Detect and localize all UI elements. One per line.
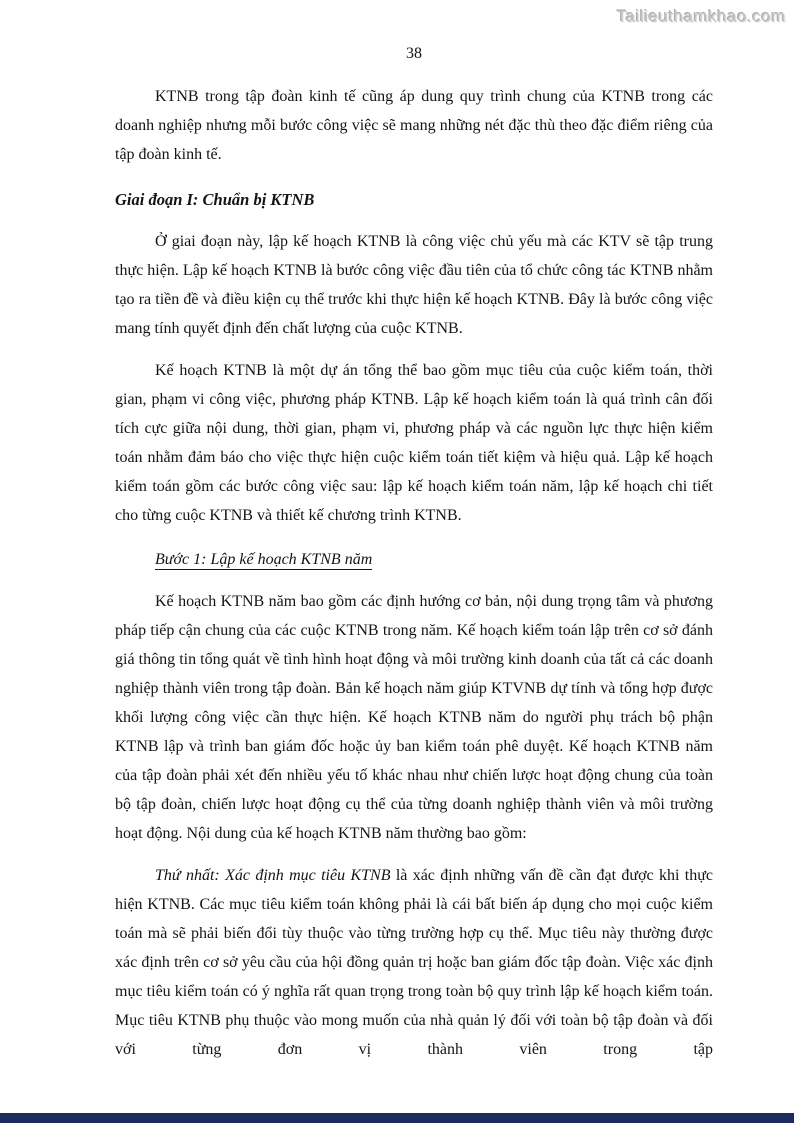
paragraph-plan-definition: Kế hoạch KTNB là một dự án tổng thể bao gồm mục tiêu của cuộc kiểm toán, thời gian, phạm vi công việc, phương pháp KTNB. Lập kế hoạch kiểm toán là quá trình cân đối tích cực giữa nội dung, thời gian, phạm vi, phương pháp và các nguồn lực thực hiện kiểm toán nhằm đảm báo cho việc thực hiện cuộc kiểm toán tiết kiệm và hiệu quả. Lập kế hoạch kiểm toán gồm các bước công việc sau: lập kế hoạch kiểm toán năm, lập kế hoạch chi tiết cho từng cuộc KTNB và thiết kế chương trình KTNB.: [115, 362, 713, 524]
paragraph-intro: KTNB trong tập đoàn kinh tế cũng áp dung quy trình chung của KTNB trong các doanh nghiệp nhưng mỗi bước công việc sẽ mang những nét đặc thù theo đặc điểm riêng của tập đoàn kinh tế.: [115, 88, 713, 163]
footer-bar: [0, 1113, 794, 1123]
stage-heading: Giai đoạn I: Chuẩn bị KTNB: [115, 190, 315, 209]
step-heading-text: Bước 1: Lập kế hoạch KTNB năm: [155, 551, 373, 568]
paragraph-objectives: [115, 861, 713, 1064]
paragraph-planning-overview: Ở giai đoạn này, lập kế hoạch KTNB là công việc chủ yếu mà các KTV sẽ tập trung thực hiện. Lập kế hoạch KTNB là bước công việc đầu tiên của tổ chức công tác KTNB nhằm tạo ra tiền đề và điều kiện cụ thể trước khi thực hiện kế hoạch KTNB. Đây là bước công việc mang tính quyết định đến chất lượng của cuộc KTNB.: [115, 233, 713, 337]
page-number: 38: [406, 45, 422, 62]
paragraph-objectives-rest: là xác định những vấn đề cần đạt được khi thực hiện KTNB. Các mục tiêu kiểm toán không phải là cái bất biến áp dụng cho mọi cuộc kiểm toán mà sẽ phải biến đổi tùy thuộc vào từng trường hợp cụ thể. Mục tiêu này thường được xác định trên cơ sở yêu cầu của hội đồng quản trị hoặc ban giám đốc tập đoàn. Việc xác định mục tiêu kiểm toán có ý nghĩa rất quan trọng trong toàn bộ quy trình lập kế hoạch kiểm toán. Mục tiêu KTNB phụ thuộc vào mong muốn của nhà quản lý đối với toàn bộ tập đoàn và đối với từng đơn vị thành viên trong tập: [115, 867, 713, 1058]
paragraph-objectives-lead: Thứ nhất: Xác định mục tiêu KTNB: [155, 867, 391, 884]
page-content: [115, 82, 713, 1077]
watermark: Tailieuthamkhao.com: [616, 7, 786, 26]
paragraph-annual-plan: Kế hoạch KTNB năm bao gồm các định hướng cơ bản, nội dung trọng tâm và phương pháp tiếp cận chung của các cuộc KTNB trong năm. Kế hoạch kiểm toán lập trên cơ sở đánh giá thông tin tổng quát về tình hình hoạt động và môi trường kinh doanh của tất cả các doanh nghiệp thành viên trong tập đoàn. Bản kế hoạch năm giúp KTVNB dự tính và tổng hợp được khối lượng công việc cần thực hiện. Kế hoạch KTNB năm do người phụ trách bộ phận KTNB lập và trình ban giám đốc hoặc ủy ban kiểm toán phê duyệt. Kế hoạch KTNB năm của tập đoàn phải xét đến nhiều yếu tố khác nhau như chiến lược hoạt động chung của toàn bộ tập đoàn, chiến lược hoạt động cụ thể của từng doanh nghiệp thành viên và môi trường hoạt động. Nội dung của kế hoạch KTNB năm thường bao gồm:: [115, 593, 713, 842]
step-heading: [155, 545, 713, 574]
